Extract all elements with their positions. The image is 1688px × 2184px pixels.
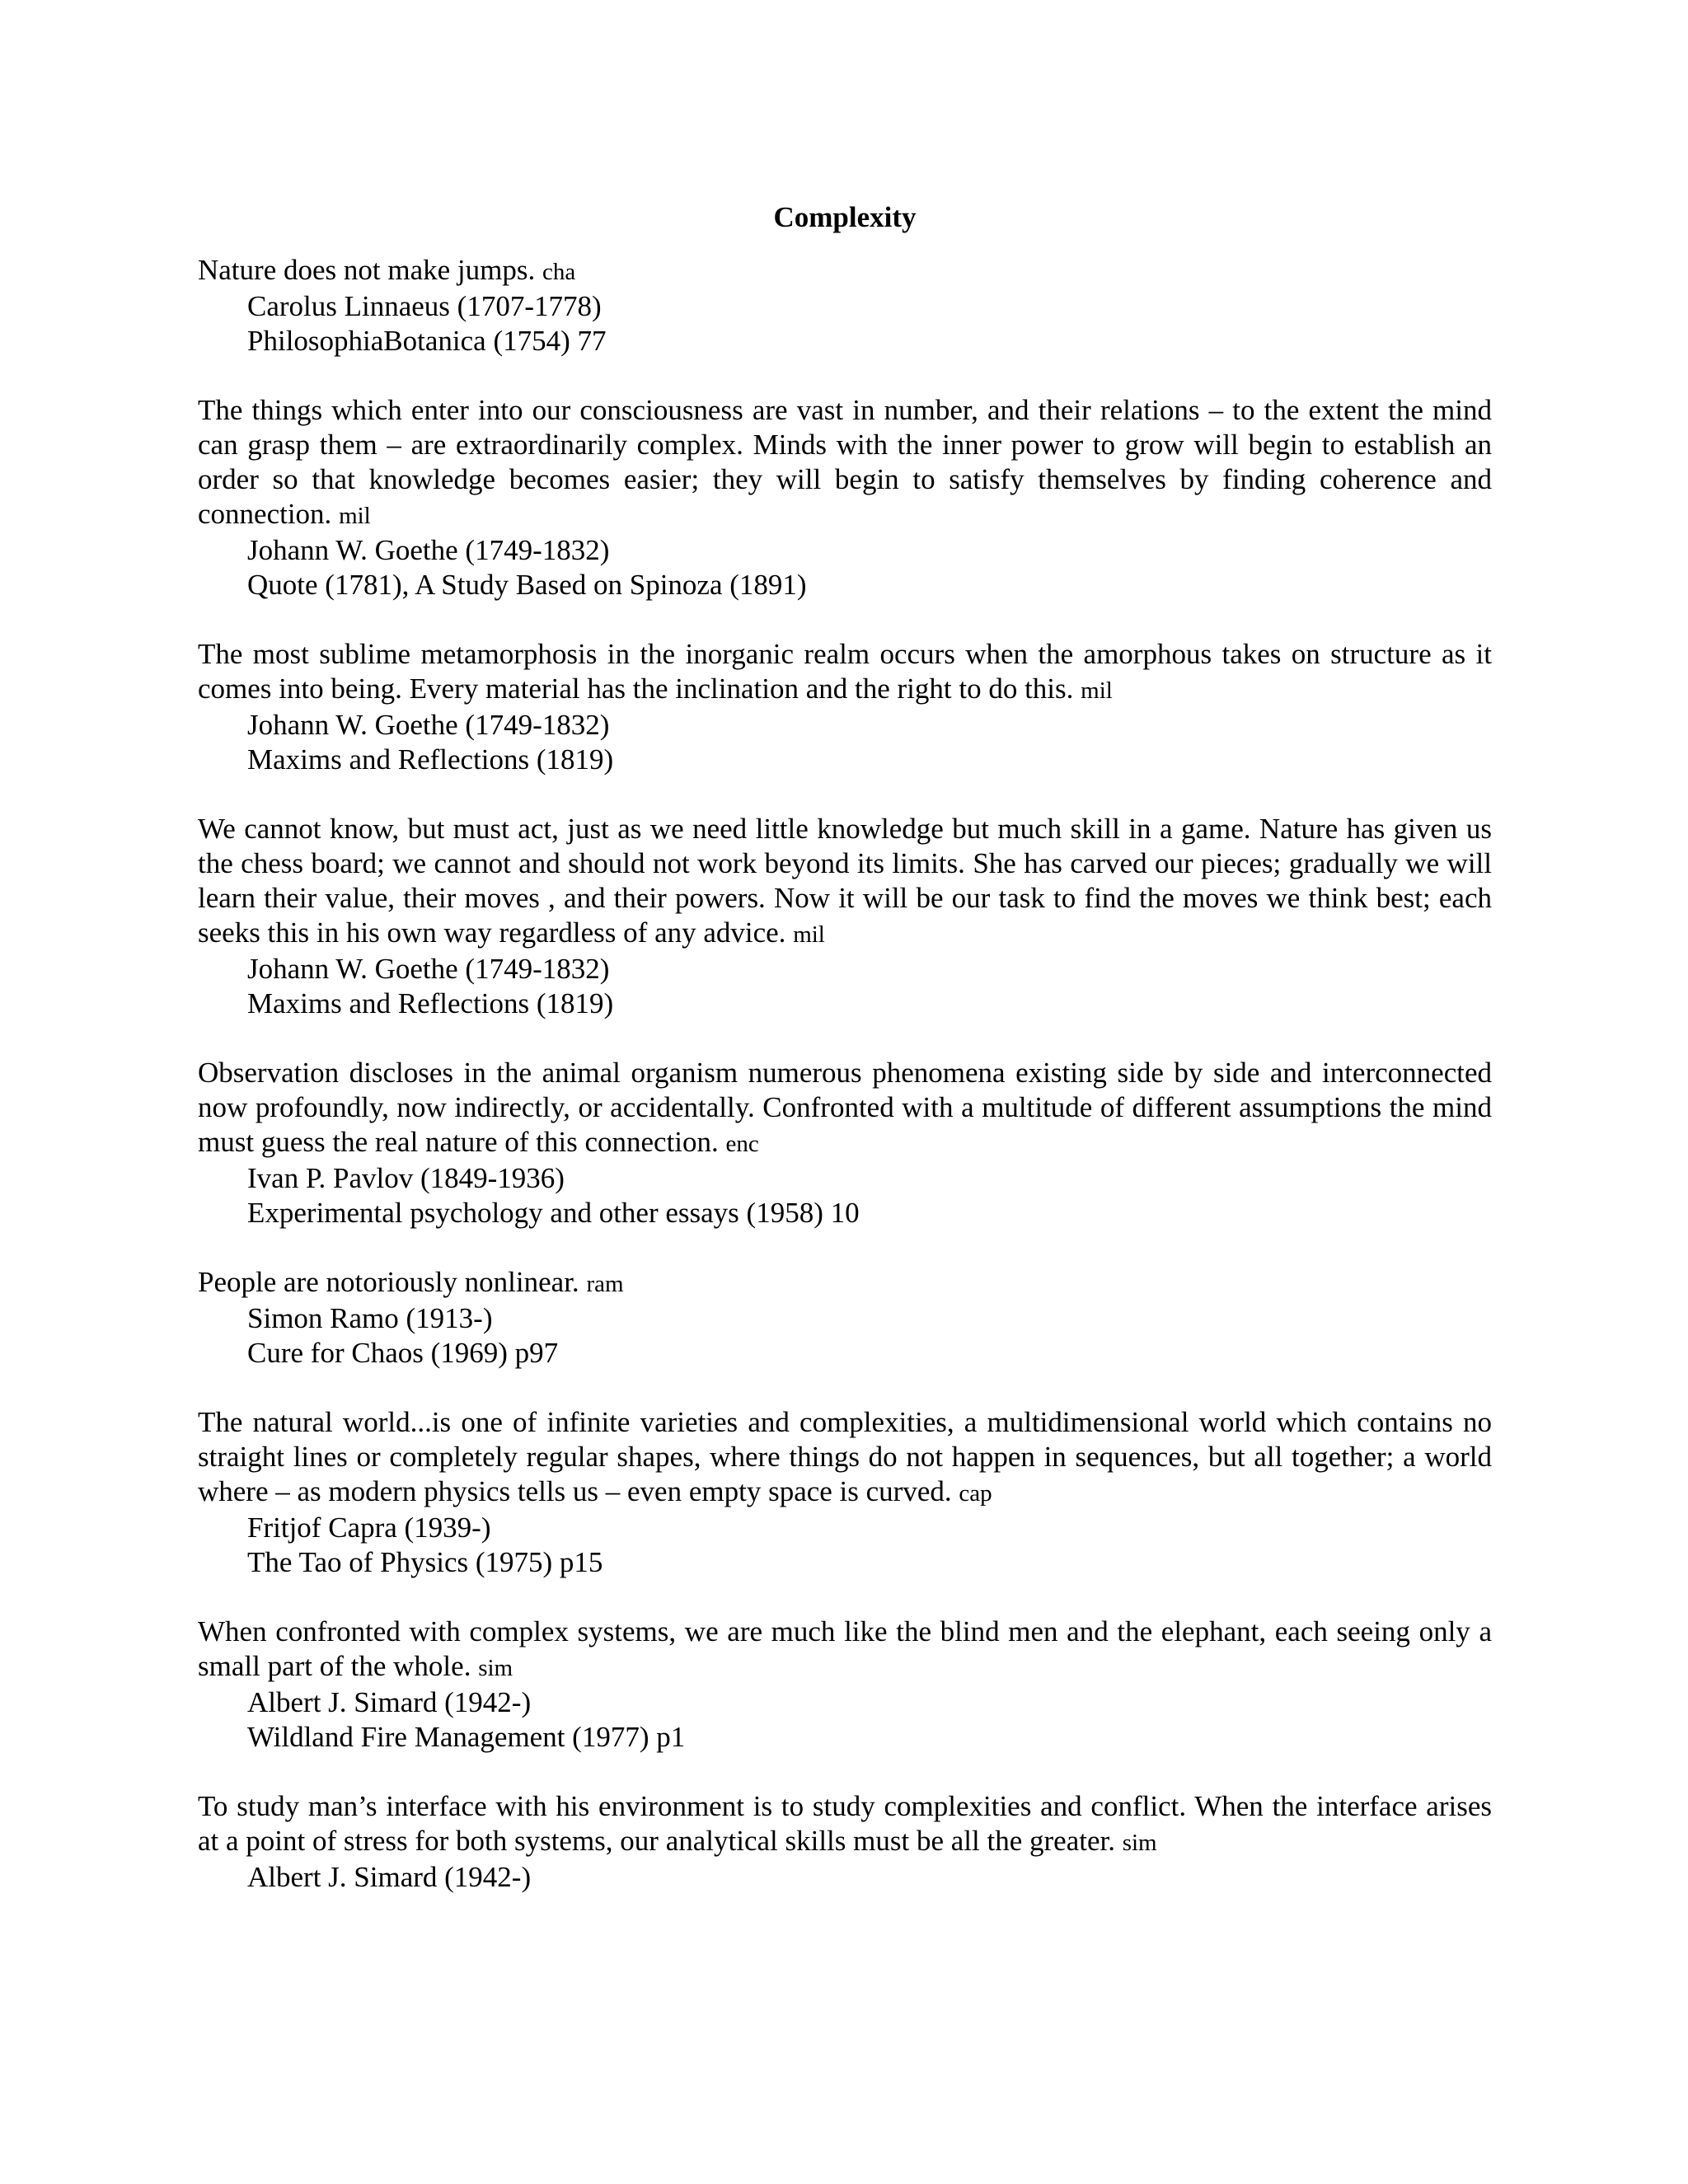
quote-body: To study man’s interface with his environment is to study complexities and conflict. When the interface arises at a point of stress for both systems, our analytical skills must be all the greater. <box>198 1790 1492 1857</box>
quote-source: Maxims and Reflections (1819) <box>247 743 614 776</box>
quote-tag: ram <box>586 1271 624 1297</box>
quote-tag: mil <box>793 921 825 948</box>
quote-body: Nature does not make jumps. <box>198 254 536 286</box>
quote-tag: sim <box>1122 1830 1157 1856</box>
quote-body: The most sublime metamorphosis in the inorganic realm occurs when the amorphous takes on structure as it comes into being. Every material has the inclination and the right to do this. <box>198 638 1492 705</box>
quote-source: The Tao of Physics (1975) p15 <box>247 1546 603 1578</box>
quote-block <box>198 1615 1492 1755</box>
quote-block <box>198 812 1492 1021</box>
quote-source: Maxims and Reflections (1819) <box>247 987 614 1019</box>
quote-text <box>198 812 1492 952</box>
quote-text <box>198 637 1492 708</box>
quote-source: Wildland Fire Management (1977) p1 <box>247 1721 686 1753</box>
quote-block <box>198 1789 1492 1895</box>
document-page <box>198 194 1492 1929</box>
quote-tag: enc <box>725 1131 759 1157</box>
quote-block <box>198 253 1492 359</box>
quote-source: Quote (1781), A Study Based on Spinoza (1891) <box>247 569 807 601</box>
quote-author: Albert J. Simard (1942-) <box>247 1861 532 1893</box>
quote-text <box>198 1405 1492 1511</box>
quote-body: When confronted with complex systems, we are much like the blind men and the elephant, each seeing only a small part of the whole. <box>198 1615 1492 1682</box>
quote-author: Johann W. Goethe (1749-1832) <box>247 534 610 566</box>
quote-author: Albert J. Simard (1942-) <box>247 1686 532 1718</box>
quote-body: We cannot know, but must act, just as we need little knowledge but much skill in a game. Nature has given us the chess board; we cannot and should not work beyond its limits. She has carved our pieces; gradually we will learn their value, their moves , and their powers. Now it will be our task to find the moves we think best; each seeks this in his own way regardless of any advice. <box>198 813 1492 949</box>
quote-block <box>198 1265 1492 1371</box>
quote-source: PhilosophiaBotanica (1754) 77 <box>247 325 607 357</box>
quote-text <box>198 253 1492 289</box>
quote-text <box>198 1789 1492 1860</box>
quote-body: The natural world...is one of infinite varieties and complexities, a multidimensional world which contains no straight lines or completely regular shapes, where things do not happen in sequences, but all together; a world where – as modern physics tells us – even empty space is curved. <box>198 1406 1492 1507</box>
quote-block <box>198 393 1492 602</box>
quote-tag: cha <box>542 259 576 285</box>
page-title: Complexity <box>773 201 917 233</box>
quote-text <box>198 1265 1492 1301</box>
quote-block <box>198 1405 1492 1580</box>
quote-tag: mil <box>339 503 371 529</box>
quote-author: Carolus Linnaeus (1707-1778) <box>247 290 602 322</box>
quote-block <box>198 637 1492 777</box>
quote-block <box>198 1056 1492 1230</box>
quote-source: Experimental psychology and other essays (1958) 10 <box>247 1197 860 1229</box>
quote-author: Ivan P. Pavlov (1849-1936) <box>247 1162 565 1194</box>
quote-body: The things which enter into our consciousness are vast in number, and their relations – to the extent the mind can grasp them – are extraordinarily complex. Minds with the inner power to grow will begin to establish an order so that knowledge becomes easier; they will begin to satisfy themselves by finding coherence and connection. <box>198 394 1492 530</box>
quote-text <box>198 1615 1492 1685</box>
quote-body: People are notoriously nonlinear. <box>198 1266 579 1298</box>
quote-tag: sim <box>478 1655 513 1681</box>
quote-source: Cure for Chaos (1969) p97 <box>247 1337 559 1369</box>
quote-text <box>198 393 1492 533</box>
quote-author: Johann W. Goethe (1749-1832) <box>247 709 610 741</box>
quote-body: Observation discloses in the animal organism numerous phenomena existing side by side and interconnected now profoundly, now indirectly, or accidentally. Confronted with a multitude of different assumptions the mind must guess the real nature of this connection. <box>198 1057 1492 1158</box>
quote-author: Johann W. Goethe (1749-1832) <box>247 953 610 985</box>
quote-tag: cap <box>959 1480 992 1507</box>
quote-author: Fritjof Capra (1939-) <box>247 1511 491 1544</box>
quote-author: Simon Ramo (1913-) <box>247 1302 493 1334</box>
quote-tag: mil <box>1081 677 1113 704</box>
quote-text <box>198 1056 1492 1161</box>
